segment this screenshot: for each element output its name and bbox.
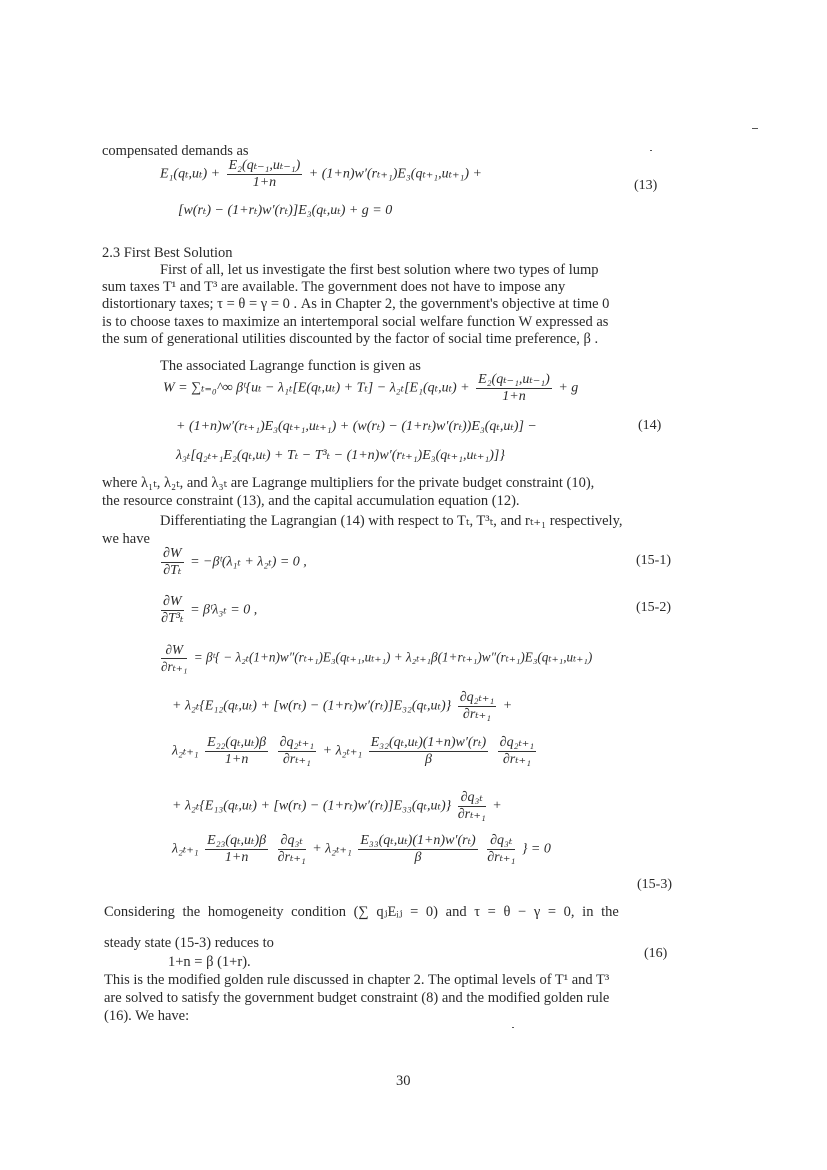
fraction: $\frac{\text{∂q₃ₜ}}{\text{∂rₜ₊₁}}$	[457, 790, 486, 822]
text-line: This is the modified golden rule discussed in chapter 2. The optimal levels of T¹ and T³	[104, 972, 610, 988]
equation-15-2	[158, 594, 257, 627]
equation-14-line3: λ₃ₜ[q₂ₜ₊₁E₂(qₜ,uₜ) + Tₜ − T³ₜ − (1+n)w′(rₜ₊₁)E₃(qₜ₊₁,uₜ₊₁)]}	[176, 448, 505, 463]
text-line: distortionary taxes; τ = θ = γ = 0 . As in Chapter 2, the government's objective at time 0	[102, 296, 610, 312]
equation-15-3-line3	[172, 735, 539, 768]
fraction: $\frac{\text{∂q₂ₜ₊₁}}{\text{∂rₜ₊₁}}$	[499, 735, 535, 767]
eq-term: = βᵗ{ − λ₂ₜ(1+n)w″(rₜ₊₁)E₃(qₜ₊₁,uₜ₊₁) + λ₂ₜ₊₁β(1+rₜ₊₁)w″(rₜ₊₁)E₃(qₜ₊₁,uₜ₊₁)	[193, 649, 593, 665]
text-line: are solved to satisfy the government budget constraint (8) and the modified golden rule	[104, 990, 610, 1006]
text-line: 1+n = β (1+r).	[168, 954, 251, 970]
text-line: sum taxes T¹ and T³ are available. The government does not have to impose any	[102, 279, 566, 295]
equation-15-3-line4	[172, 790, 502, 823]
text-line: Considering the homogeneity condition (∑ qⱼEᵢⱼ = 0) and τ = θ − γ = 0, in the	[104, 904, 619, 920]
scan-mark	[752, 128, 758, 129]
fraction: $\frac{\text{E₂₂(qₜ,uₜ)β}}{1+n}$	[207, 735, 267, 767]
text-line: the sum of generational utilities discounted by the factor of social time preference, β .	[102, 331, 599, 347]
text-line: The associated Lagrange function is given as	[160, 358, 421, 374]
eq-term: E₁(qₜ,uₜ) +	[160, 166, 221, 182]
text-line: is to choose taxes to maximize an intertemporal social welfare function W expressed as	[102, 314, 609, 330]
fraction: $\frac{\text{E₃₂(qₜ,uₜ)(1+n)w′(rₜ)}}{\beta}$	[370, 735, 487, 767]
equation-number: (15-2)	[636, 600, 671, 615]
equation-15-3-line5	[172, 833, 551, 866]
scan-mark	[512, 1027, 514, 1028]
eq-term: +	[492, 798, 502, 814]
fraction: $\frac{\partial W}{\text{∂Tₜ}}$	[163, 546, 182, 578]
text-line: Differentiating the Lagrangian (14) with respect to Tₜ, T³ₜ, and rₜ₊₁ respectively,	[160, 513, 623, 529]
equation-14-line2: + (1+n)w′(rₜ₊₁)E₃(qₜ₊₁,uₜ₊₁) + (w(rₜ) − (1+rₜ)w′(rₜ))E₃(qₜ,uₜ)] −	[176, 419, 537, 434]
fraction: $\frac{\text{∂q₂ₜ₊₁}}{\text{∂rₜ₊₁}}$	[459, 690, 495, 722]
equation-15-3-line1	[158, 642, 592, 675]
text-line: First of all, let us investigate the first best solution where two types of lump	[160, 262, 599, 278]
fraction: $\frac{\text{∂q₂ₜ₊₁}}{\text{∂rₜ₊₁}}$	[279, 735, 315, 767]
equation-14	[163, 372, 578, 405]
eq-term: = −βᵗ(λ₁ₜ + λ₂ₜ) = 0 ,	[190, 554, 307, 570]
eq-term: + g	[558, 380, 579, 396]
eq-term: +	[502, 698, 513, 714]
eq-term: λ₂ₜ₊₁	[172, 743, 199, 759]
text-line: the resource constraint (13), and the capital accumulation equation (12).	[102, 493, 520, 509]
fraction: $\frac{\text{E₂(qₜ₋₁,uₜ₋₁)}}{1+n}$	[478, 372, 550, 404]
equation-number: (15-3)	[637, 877, 672, 892]
fraction: $\frac{\text{E₂(qₜ₋₁,uₜ₋₁)}}{1+n}$	[228, 158, 301, 190]
equation-15-1	[158, 546, 307, 579]
eq-term: + (1+n)w′(rₜ₊₁)E₃(qₜ₊₁,uₜ₊₁) +	[308, 166, 482, 182]
eq-term: + λ₂ₜ₊₁	[322, 743, 363, 759]
equation-13	[160, 158, 482, 191]
equation-number: (15-1)	[636, 553, 671, 568]
eq-term: + λ₂ₜ{E₁₂(qₜ,uₜ) + [w(rₜ) − (1+rₜ)w′(rₜ)]E₃₂(qₜ,uₜ)}	[172, 698, 452, 714]
fraction: $\frac{\text{E₂₃(qₜ,uₜ)β}}{1+n}$	[207, 833, 267, 865]
page-number: 30	[396, 1073, 411, 1089]
equation-13-line2: [w(rₜ) − (1+rₜ)w′(rₜ)]E₃(qₜ,uₜ) + g = 0	[178, 203, 393, 218]
text-line: steady state (15-3) reduces to	[104, 935, 274, 951]
fraction: $\frac{\partial W}{\text{∂T³ₜ}}$	[161, 594, 184, 626]
fraction: $\frac{\text{∂q₃ₜ}}{\text{∂rₜ₊₁}}$	[277, 833, 306, 865]
text-line: (16). We have:	[104, 1008, 190, 1024]
scan-mark	[650, 150, 652, 151]
equation-number: (14)	[638, 418, 662, 433]
eq-term: + λ₂ₜ₊₁	[312, 841, 352, 857]
eq-term: + λ₂ₜ{E₁₃(qₜ,uₜ) + [w(rₜ) − (1+rₜ)w′(rₜ)]E₃₃(qₜ,uₜ)}	[172, 798, 452, 814]
text-line: we have	[102, 531, 150, 547]
equation-number: (13)	[634, 178, 658, 193]
fraction: $\frac{\partial W}{\text{∂rₜ₊₁}}$	[161, 642, 188, 674]
text-line: compensated demands as	[102, 143, 249, 159]
eq-term: W = ∑ₜ₌₀^∞ βᵗ{uₜ − λ₁ₜ[E(qₜ,uₜ) + Tₜ] − λ₂ₜ[E₁(qₜ,uₜ) +	[163, 380, 470, 396]
fraction: $\frac{\text{E₃₃(qₜ,uₜ)(1+n)w′(rₜ)}}{\beta}$	[360, 833, 476, 865]
eq-term: λ₂ₜ₊₁	[172, 841, 199, 857]
fraction: $\frac{\text{∂q₃ₜ}}{\text{∂rₜ₊₁}}$	[487, 833, 516, 865]
eq-term: = βᵗλ₃ₜ = 0 ,	[190, 602, 258, 618]
equation-15-3-line2	[172, 690, 512, 723]
text-line: where λ₁ₜ, λ₂ₜ, and λ₃ₜ are Lagrange multipliers for the private budget constraint (10),	[102, 475, 595, 491]
section-heading: 2.3 First Best Solution	[102, 245, 233, 261]
eq-term: } = 0	[521, 841, 551, 857]
equation-number: (16)	[644, 946, 668, 961]
